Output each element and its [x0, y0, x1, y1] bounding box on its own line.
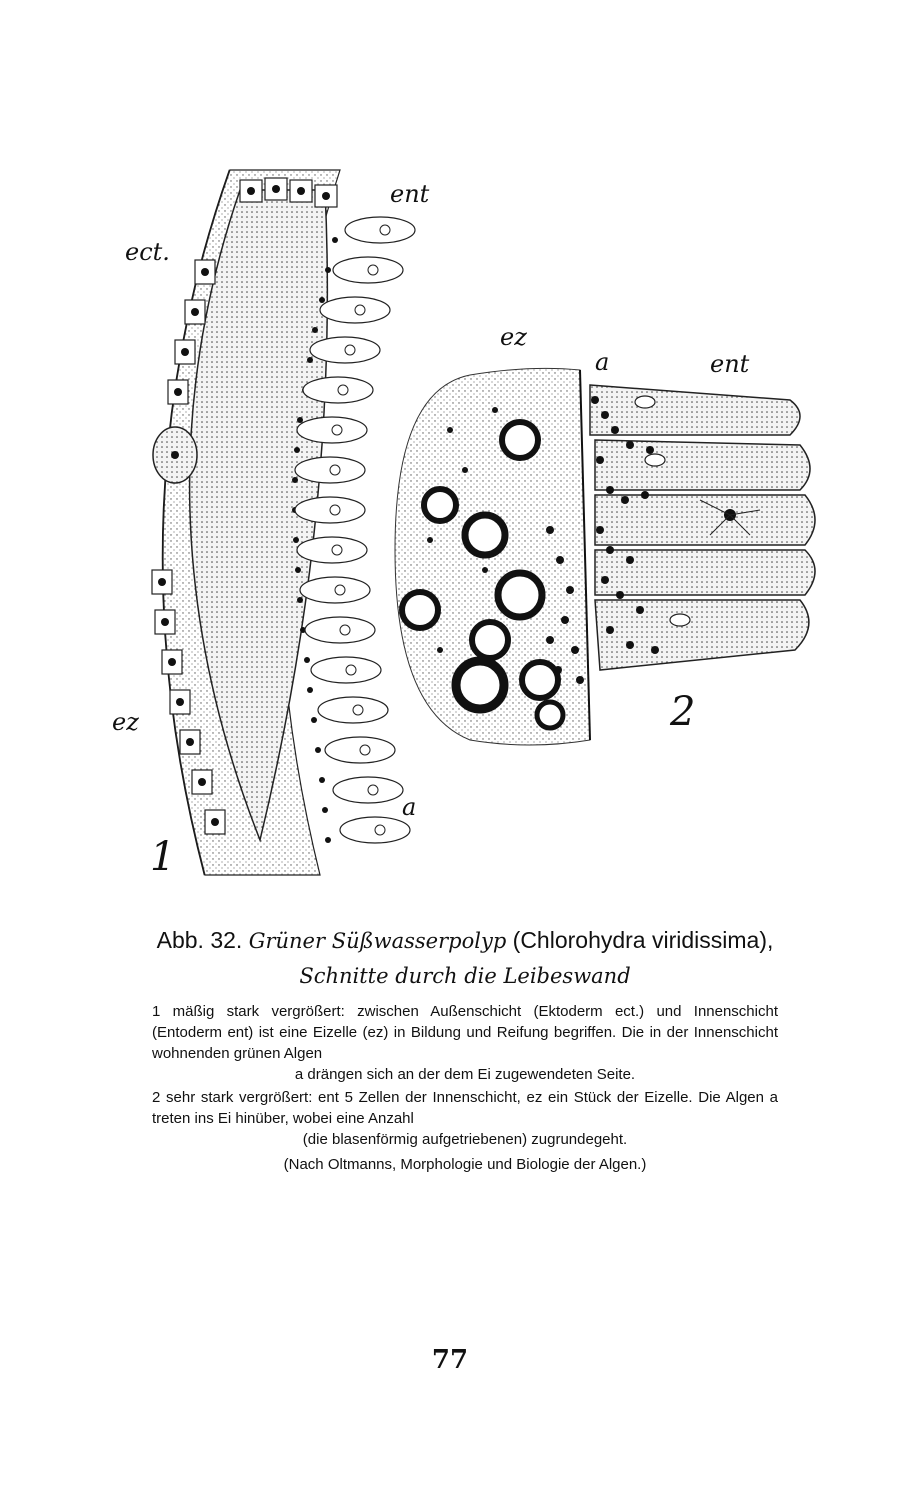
label-ect: ect.: [125, 238, 170, 266]
panel-number-2: 2: [670, 689, 696, 735]
caption-desc2-end: (die blasenförmig aufgetriebenen) zugrundegeht.: [302, 1131, 628, 1148]
caption-source: (Nach Oltmanns, Morphologie und Biologie der Algen.): [283, 1156, 647, 1173]
caption-title-italic: Grüner Süßwasserpolyp: [248, 929, 507, 953]
caption-desc2-text: 2 sehr stark vergrößert: ent 5 Zellen der Innenschicht, ez ein Stück der Eizelle. Die Algen a treten ins Ei hinüber, wobei eine Anzahl: [152, 1089, 778, 1127]
page-number: 77: [431, 1345, 469, 1375]
label-ent-top: ent: [390, 180, 430, 208]
panel-1-section: [112, 170, 430, 880]
label-a-left: a: [402, 793, 417, 821]
label-ez-left: ez: [112, 708, 139, 736]
panel-2-section: [395, 323, 815, 745]
caption-description-1: [152, 1001, 778, 1085]
label-a-right: a: [595, 348, 610, 376]
caption-subtitle: Schnitte durch die Leibeswand: [299, 964, 631, 988]
caption-title-latin: (Chlorohydra viridissima),: [512, 927, 774, 953]
label-ent-right: ent: [710, 350, 750, 378]
caption-description-2: [152, 1087, 778, 1150]
caption-desc1-text: 1 mäßig stark vergrößert: zwischen Außenschicht (Ektoderm ect.) und Innenschicht (Entoderm ent) ist eine Eizelle (ez) in Bildung und Reifung begriffen. Die in der Innenschicht wohnenden grünen Algen: [152, 1003, 778, 1062]
caption-title-line: [120, 922, 810, 959]
caption-prefix: Abb. 32.: [156, 927, 243, 953]
figure-caption: [120, 922, 810, 1175]
panel-number-1: 1: [150, 834, 176, 880]
caption-desc1-end: a drängen sich an der dem Ei zugewendeten Seite.: [294, 1066, 636, 1083]
label-ez-right: ez: [500, 323, 527, 351]
illustration-hydra-cross-sections: [110, 150, 830, 890]
